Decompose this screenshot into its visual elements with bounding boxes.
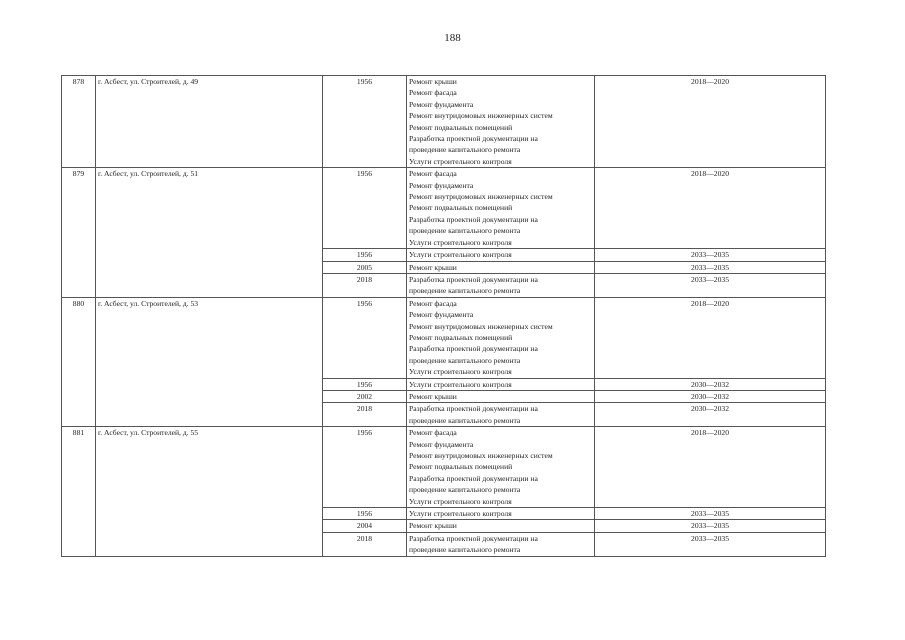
- work-item: Ремонт фасада: [409, 88, 457, 98]
- work-item: Разработка проектной документации на: [409, 344, 538, 354]
- works-cell: [407, 390, 595, 402]
- work-item: Ремонт фундамента: [409, 180, 474, 190]
- work-item: Ремонт фасада: [409, 298, 457, 308]
- year-cell: 2002: [323, 390, 407, 402]
- works-cell: [407, 378, 595, 390]
- year-cell: 2018: [323, 273, 407, 297]
- year-cell: 2018: [323, 532, 407, 556]
- work-item: Ремонт внутридомовых инженерных систем: [409, 451, 553, 460]
- work-item: проведение капитального ремонта: [409, 355, 521, 365]
- works-cell: [407, 532, 595, 556]
- works-cell: [407, 273, 595, 297]
- work-item: проведение капитального ремонта: [409, 485, 521, 495]
- work-item: проведение капитального ремонта: [409, 145, 521, 155]
- year-cell: 1956: [323, 297, 407, 378]
- period-cell: 2030—2032: [595, 378, 826, 390]
- work-item: Ремонт фундамента: [409, 439, 474, 449]
- table-row: [62, 427, 826, 508]
- building-address: г. Асбест, ул. Строителей, д. 51: [96, 168, 323, 297]
- work-item: Разработка проектной документации на: [409, 404, 538, 414]
- work-item: Ремонт подвальных помещений: [409, 203, 513, 213]
- work-item: Ремонт внутридомовых инженерных систем: [409, 321, 553, 331]
- work-item: Ремонт фасада: [409, 169, 457, 179]
- work-item: Разработка проектной документации на: [409, 473, 538, 483]
- work-item: Ремонт крыши: [409, 77, 457, 86]
- works-cell: [407, 297, 595, 378]
- works-cell: [407, 249, 595, 261]
- period-cell: 2033—2035: [595, 532, 826, 556]
- work-item: Ремонт внутридомовых инженерных систем: [409, 192, 553, 202]
- period-cell: 2033—2035: [595, 249, 826, 261]
- building-address: г. Асбест, ул. Строителей, д. 53: [96, 297, 323, 426]
- record-number: 879: [62, 168, 96, 297]
- period-cell: 2033—2035: [595, 273, 826, 297]
- year-cell: 2005: [323, 261, 407, 273]
- year-cell: 1956: [323, 249, 407, 261]
- year-cell: 2004: [323, 520, 407, 532]
- period-cell: 2030—2032: [595, 390, 826, 402]
- year-cell: 2018: [323, 403, 407, 427]
- year-cell: 1956: [323, 378, 407, 390]
- works-cell: [407, 508, 595, 520]
- period-cell: 2018—2020: [595, 168, 826, 249]
- work-item: Ремонт крыши: [409, 391, 457, 401]
- works-cell: [407, 427, 595, 508]
- record-number: 881: [62, 427, 96, 556]
- period-cell: 2033—2035: [595, 261, 826, 273]
- page-number: 188: [444, 32, 461, 44]
- works-cell: [407, 403, 595, 427]
- work-item: проведение капитального ремонта: [409, 286, 521, 296]
- work-item: Ремонт фасада: [409, 428, 457, 438]
- work-item: Услуги строительного контроля: [409, 509, 512, 519]
- year-cell: 1956: [323, 76, 407, 168]
- period-cell: 2030—2032: [595, 403, 826, 427]
- record-number: 878: [62, 76, 96, 168]
- work-item: Услуги строительного контроля: [409, 367, 512, 377]
- works-cell: [407, 76, 595, 168]
- work-item: Ремонт фундамента: [409, 99, 474, 109]
- building-address: г. Асбест, ул. Строителей, д. 55: [96, 427, 323, 556]
- work-item: Услуги строительного контроля: [409, 156, 512, 166]
- work-item: Услуги строительного контроля: [409, 237, 512, 247]
- work-item: Ремонт крыши: [409, 521, 457, 531]
- period-cell: 2033—2035: [595, 508, 826, 520]
- period-cell: 2018—2020: [595, 297, 826, 378]
- year-cell: 1956: [323, 508, 407, 520]
- period-cell: 2033—2035: [595, 520, 826, 532]
- table-row: [62, 76, 826, 168]
- work-item: Разработка проектной документации на: [409, 134, 538, 144]
- period-cell: 2018—2020: [595, 427, 826, 508]
- work-item: Услуги строительного контроля: [409, 496, 512, 506]
- record-number: 880: [62, 297, 96, 426]
- work-item: Разработка проектной документации на: [409, 214, 538, 224]
- work-item: Ремонт подвальных помещений: [409, 122, 513, 132]
- building-address: г. Асбест, ул. Строителей, д. 49: [96, 76, 323, 168]
- repair-plan-body: [62, 76, 826, 557]
- works-cell: [407, 168, 595, 249]
- work-item: проведение капитального ремонта: [409, 415, 521, 425]
- work-item: Ремонт фундамента: [409, 310, 474, 320]
- works-cell: [407, 261, 595, 273]
- work-item: проведение капитального ремонта: [409, 226, 521, 236]
- works-cell: [407, 520, 595, 532]
- work-item: Разработка проектной документации на: [409, 274, 538, 284]
- work-item: Ремонт подвальных помещений: [409, 462, 513, 472]
- work-item: Услуги строительного контроля: [409, 379, 512, 389]
- work-item: проведение капитального ремонта: [409, 545, 521, 555]
- table-row: [62, 297, 826, 378]
- period-cell: 2018—2020: [595, 76, 826, 168]
- work-item: Услуги строительного контроля: [409, 250, 512, 260]
- work-item: Разработка проектной документации на: [409, 533, 538, 543]
- year-cell: 1956: [323, 427, 407, 508]
- repair-plan-table: [61, 75, 826, 557]
- table-row: [62, 168, 826, 249]
- year-cell: 1956: [323, 168, 407, 249]
- work-item: Ремонт подвальных помещений: [409, 332, 513, 342]
- work-item: Ремонт внутридомовых инженерных систем: [409, 111, 553, 121]
- work-item: Ремонт крыши: [409, 262, 457, 272]
